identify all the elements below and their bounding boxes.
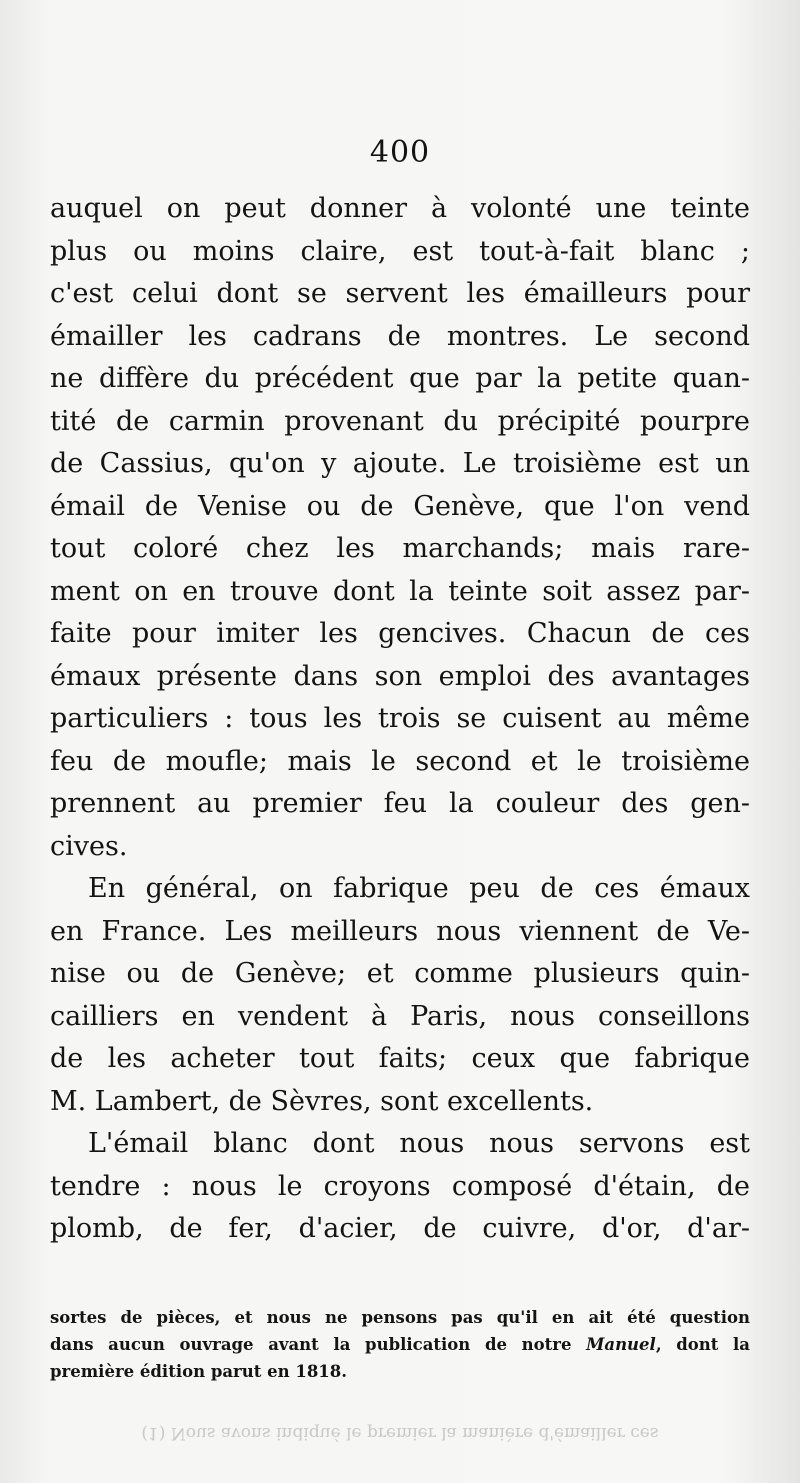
footnote-line: première édition parut en 1818. [50, 1362, 348, 1381]
text-line: ment on en trouve dont la teinte soit assez par- [50, 575, 750, 607]
text-line: nise ou de Genève; et comme plusieurs quin- [50, 958, 750, 989]
text-line: émailler les cadrans de montres. Le second [50, 320, 750, 352]
text-line: ne diffère du précédent que par la petite quan- [50, 363, 750, 394]
text-line: tendre : nous le croyons composé d'étain, de [50, 1170, 750, 1202]
footnote-text: dans aucun ouvrage avant la publication de notre [50, 1335, 587, 1354]
page-number: 400 [369, 135, 431, 170]
text-line: tout coloré chez les marchands; mais rare- [50, 533, 750, 564]
body-text [50, 188, 750, 1251]
text-line: émaux présente dans son emploi des avantages [50, 660, 750, 692]
text-line: émail de Venise ou de Genève, que l'on vend [50, 490, 750, 522]
footnote-italic-title: Manuel [586, 1335, 656, 1354]
text-line: M. Lambert, de Sèvres, sont excellents. [50, 1085, 594, 1117]
text-line: feu de moufle; mais le second et le troisième [50, 745, 750, 777]
footnote-line [50, 1331, 750, 1358]
footnote-line: sortes de pièces, et nous ne pensons pas qu'il en ait été question [50, 1308, 750, 1327]
bleed-through-text: (1) Nous avons indiqué le premier la manière d'émailler ces [141, 1423, 659, 1443]
text-line: plus ou moins claire, est tout-à-fait blanc ; [50, 235, 750, 267]
text-line: en France. Les meilleurs nous viennent de Ve- [50, 915, 750, 947]
paragraph-start-line: L'émail blanc dont nous nous servons est [88, 1128, 750, 1159]
text-line: particuliers : tous les trois se cuisent au même [50, 703, 750, 734]
text-line: plomb, de fer, d'acier, de cuivre, d'or, d'ar- [50, 1213, 750, 1244]
text-line: auquel on peut donner à volonté une teinte [50, 193, 750, 224]
text-line: cives. [50, 830, 128, 862]
footnote [50, 1304, 750, 1385]
text-line: de Cassius, qu'on y ajoute. Le troisième est un [50, 448, 750, 479]
text-line: prennent au premier feu la couleur des gen- [50, 788, 750, 819]
text-line: c'est celui dont se servent les émailleurs pour [50, 278, 750, 309]
text-line: faite pour imiter les gencives. Chacun de ces [50, 618, 750, 649]
text-line: tité de carmin provenant du précipité pourpre [50, 405, 750, 437]
paragraph-start-line: En général, on fabrique peu de ces émaux [88, 873, 750, 904]
footnote-text: , dont la [655, 1335, 750, 1354]
text-line: de les acheter tout faits; ceux que fabrique [50, 1043, 750, 1074]
text-line: cailliers en vendent à Paris, nous conseillons [50, 1000, 750, 1032]
